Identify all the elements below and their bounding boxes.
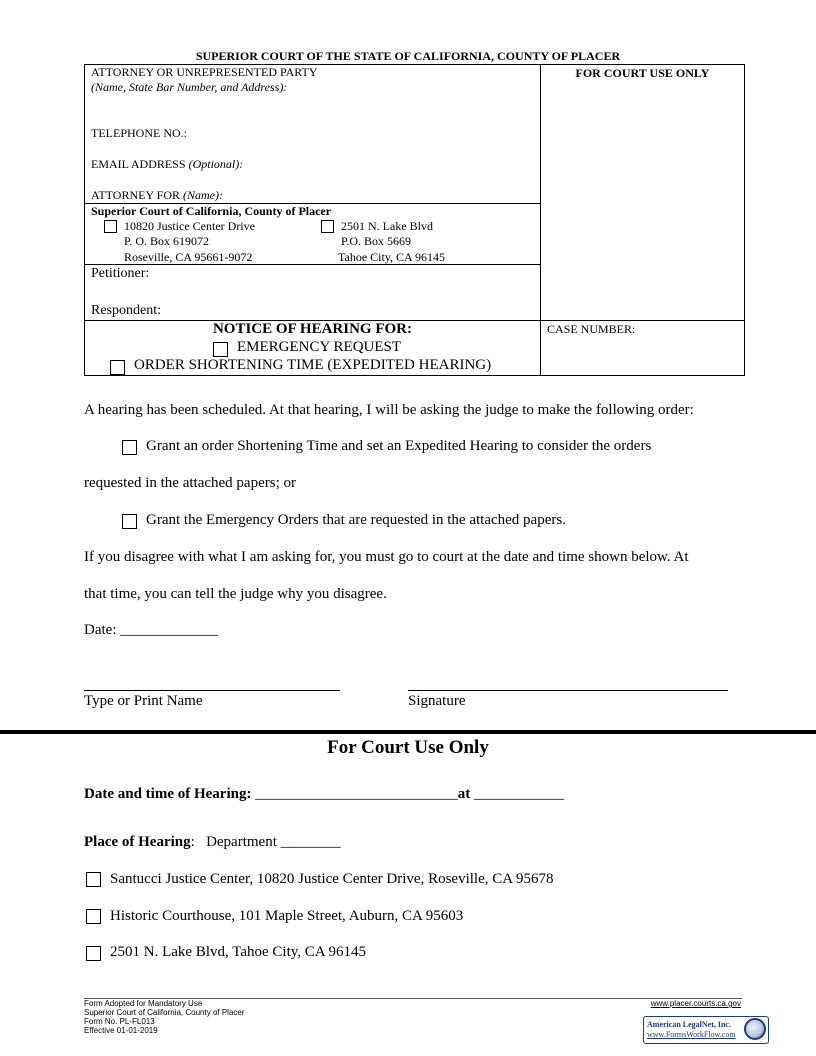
department-field[interactable]: Department ________ [206,834,341,850]
hearing-date-time[interactable] [84,786,564,803]
loc2-line2: P.O. Box 5669 [341,234,412,248]
place-santucci-checkbox[interactable] [86,872,101,887]
notice-title: NOTICE OF HEARING FOR: [212,321,413,337]
order-shortening-time-checkbox[interactable] [110,360,125,375]
footer-line4: Effective 01-01-2019 [84,1026,158,1035]
option2-text: Grant the Emergency Orders that are requested in the attached papers. [146,512,566,528]
attorney-subtitle: (Name, State Bar Number, and Address): [91,80,288,94]
section-divider [0,730,816,734]
hearing-date-blank: ___________________________ [255,786,458,802]
footer-website[interactable]: www.placer.courts.ca.gov [650,999,741,1008]
loc1-line3: Roseville, CA 95661-9072 [124,250,253,264]
name-label: Type or Print Name [84,693,203,709]
grant-ost-checkbox[interactable] [122,440,137,455]
logo-globe-icon [744,1018,766,1040]
loc2-line3: Tahoe City, CA 96145 [338,250,446,264]
attorney-for-name: (Name): [183,188,223,202]
loc1-line2: P. O. Box 619072 [124,234,210,248]
intro-text: A hearing has been scheduled. At that hearing, I will be asking the judge to make the following order: [84,402,694,418]
caption-divider-vertical [540,64,541,376]
place-tahoe-checkbox[interactable] [86,946,101,961]
name-line[interactable] [84,690,340,691]
email-label [91,157,243,172]
place-historic-checkbox[interactable] [86,909,101,924]
place-historic-label: Historic Courthouse, 101 Maple Street, Auburn, CA 95603 [110,908,464,924]
footer-line2: Superior Court of California, County of Placer [84,1008,245,1017]
email-label-text: EMAIL ADDRESS [91,157,186,171]
order-shortening-time-label: ORDER SHORTENING TIME (EXPEDITED HEARING) [134,357,492,373]
date-blank: _____________ [120,622,218,638]
place-label: Place of Hearing [84,834,191,850]
attorney-for-text: ATTORNEY FOR [91,188,181,202]
signature-line[interactable] [408,690,728,691]
location-roseville-checkbox[interactable] [104,220,117,233]
court-address-title: Superior Court of California, County of Placer [91,204,332,218]
option1-text-b: requested in the attached papers; or [84,475,296,491]
attorney-for-label [91,188,223,203]
loc2-line1: 2501 N. Lake Blvd [341,219,433,233]
attorney-title: ATTORNEY OR UNREPRESENTED PARTY [91,65,318,79]
case-number-label: CASE NUMBER: [547,322,636,336]
court-title: SUPERIOR COURT OF THE STATE OF CALIFORNIA, COUNTY OF PLACER [195,49,621,63]
date-label: Date: [84,622,117,638]
hearing-at-label: at [457,786,471,802]
footer-line1: Form Adopted for Mandatory Use [84,999,203,1008]
logo-url: www.FormsWorkFlow.com [647,1030,736,1039]
petitioner-label: Petitioner: [91,266,150,281]
legalnet-logo[interactable] [643,1016,769,1044]
hearing-time-blank: ____________ [473,786,564,802]
signature-label: Signature [408,693,466,709]
telephone-label: TELEPHONE NO.: [91,126,187,140]
place-tahoe-label: 2501 N. Lake Blvd, Tahoe City, CA 96145 [110,944,367,960]
respondent-label: Respondent: [91,303,161,318]
caption-border-bottom [84,375,745,376]
disagree-text-a: If you disagree with what I am asking for, you must go to court at the date and time shown below. At [84,549,689,565]
footer-line3: Form No. PL-FL013 [84,1017,155,1026]
disagree-text-b: that time, you can tell the judge why you disagree. [84,586,387,602]
grant-emergency-checkbox[interactable] [122,514,137,529]
for-court-use-label: FOR COURT USE ONLY [575,66,710,80]
option1-text-a: Grant an order Shortening Time and set an Expedited Hearing to consider the orders [146,438,652,454]
court-section-title: For Court Use Only [327,737,489,758]
emergency-request-checkbox[interactable] [213,342,228,357]
place-santucci-label: Santucci Justice Center, 10820 Justice Center Drive, Roseville, CA 95678 [110,871,554,887]
hearing-date-label: Date and time of Hearing: [84,786,252,802]
location-tahoe-checkbox[interactable] [321,220,334,233]
email-optional: (Optional): [188,157,244,171]
date-field[interactable] [84,622,218,639]
place-of-hearing [84,834,341,851]
caption-border-right [744,64,745,376]
footer-info [84,999,245,1035]
logo-name: American LegalNet, Inc. [647,1020,731,1029]
place-colon: : [190,834,195,850]
emergency-request-label: EMERGENCY REQUEST [237,339,402,355]
loc1-line1: 10820 Justice Center Drive [124,219,255,233]
